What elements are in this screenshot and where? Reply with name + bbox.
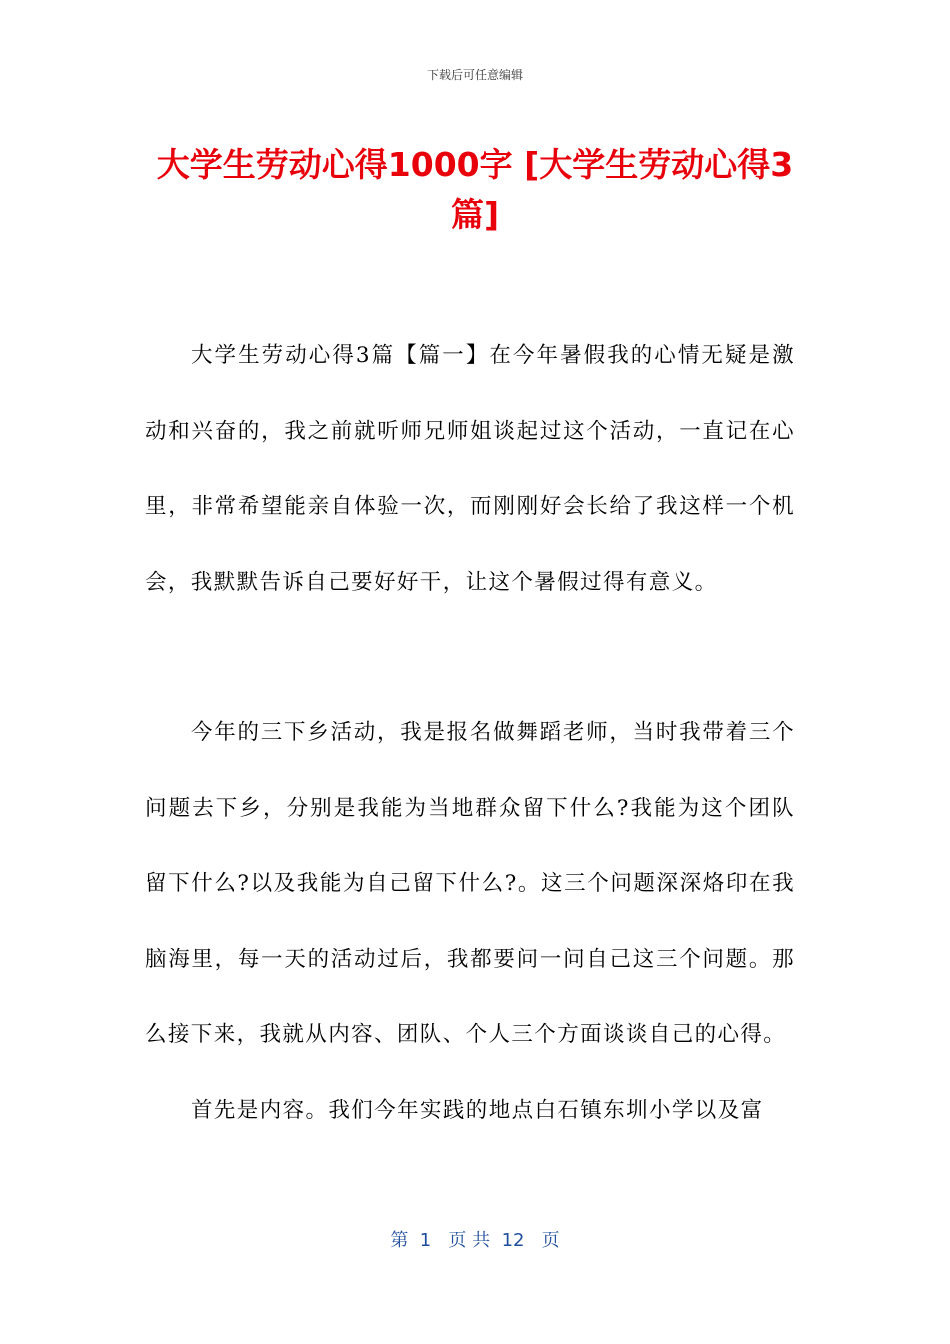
paragraph: 大学生劳动心得3篇【篇一】在今年暑假我的心情无疑是激动和兴奋的，我之前就听师兄师姐谈起过这个活动，一直记在心里，非常希望能亲自体验一次，而刚刚好会长给了我这样一个机会，我默默告诉自己要好好干，让这个暑假过得有意义。	[145, 343, 795, 595]
document-title: 大学生劳动心得1000字 [大学生劳动心得3篇]	[156, 145, 794, 234]
paragraph: 首先是内容。我们今年实践的地点白石镇东圳小学以及富	[191, 1097, 764, 1123]
paragraph: 今年的三下乡活动，我是报名做舞蹈老师，当时我带着三个问题去下乡，分别是我能为当地群众留下什么?我能为这个团队留下什么?以及我能为自己留下什么?。这三个问题深深烙印在我脑海里，每一天的活动过后，我都要问一问自己这三个问题。那么接下来，我就从内容、团队、个人三个方面谈谈自己的心得。	[145, 720, 795, 1047]
header-note: 下载后可任意编辑	[426, 68, 523, 82]
page-number-footer: 第 1 页 共 12 页	[390, 1230, 560, 1251]
document-body	[145, 318, 795, 1148]
